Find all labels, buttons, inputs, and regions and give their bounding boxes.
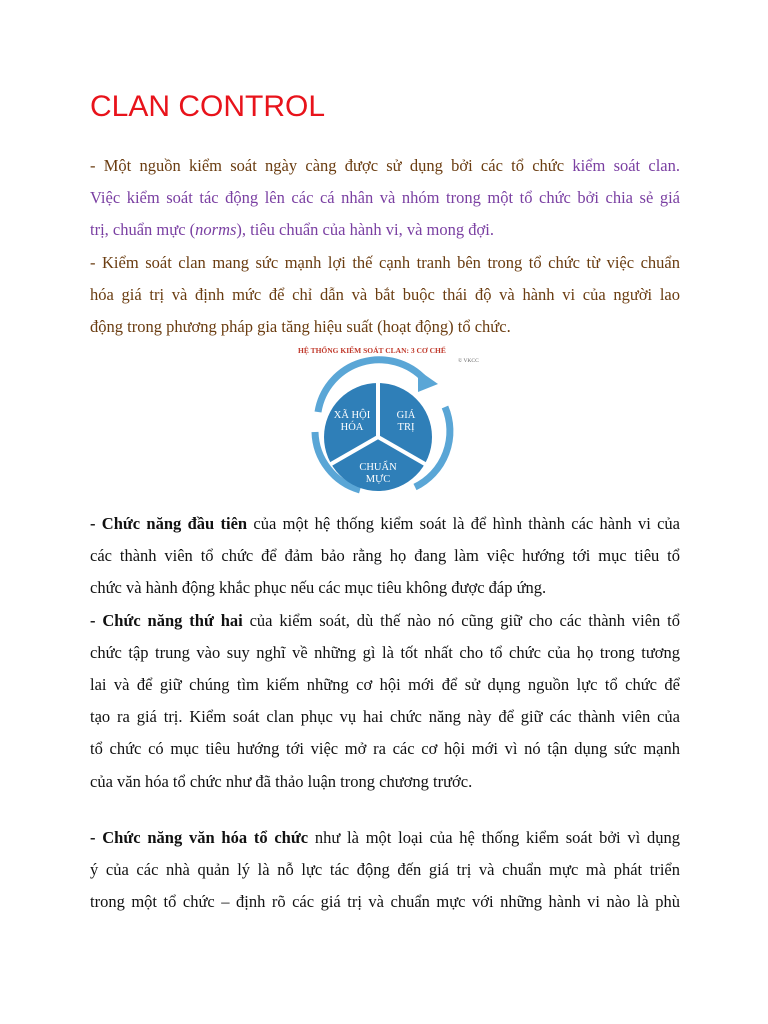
clan-control-diagram: [280, 342, 500, 502]
text-line: các thành viên tổ chức để đảm bảo rằng họ đang làm việc hướng tới mục tiêu tổ: [90, 546, 680, 566]
diagram-credit: © VKCC: [458, 358, 479, 364]
text-line: lai và để giữ chúng tìm kiếm những cơ hội mới để sử dụng nguồn lực tổ chức để: [90, 675, 680, 695]
segment-label-values: TRỊ: [397, 422, 415, 433]
text-line: trong một tổ chức – định rõ các giá trị và chuẩn mực với những hành vi nào là phù: [90, 892, 680, 912]
text-line: của văn hóa tổ chức như đã thảo luận trong chương trước.: [90, 771, 473, 791]
text-line: chức và hành động khắc phục nếu các mục tiêu không được đáp ứng.: [90, 578, 547, 598]
text-line: hóa giá trị và định mức để chỉ dẫn và bắt buộc thái độ và hành vi của người lao: [90, 284, 680, 304]
bold-term: - Chức năng đầu tiên: [90, 514, 248, 533]
text-line: - Kiểm soát clan mang sức mạnh lợi thế cạnh tranh bên trong tổ chức từ việc chuẩn: [90, 252, 680, 272]
text-run: của một hệ thống kiểm soát là để hình thành các hành vi của: [247, 514, 680, 533]
cycle-diagram: [280, 342, 500, 502]
text-line: [90, 508, 680, 540]
text-line: động trong phương pháp gia tăng hiệu suất (hoạt động) tổ chức.: [90, 317, 511, 337]
text-line: [90, 150, 680, 182]
bold-term: - Chức năng thứ hai: [90, 610, 243, 630]
text-line: Việc kiểm soát tác động lên các cá nhân và nhóm trong một tổ chức bởi chia sẻ giá: [90, 188, 680, 208]
text-line: chức tập trung vào suy nghĩ về những gì là tốt nhất cho tổ chức của họ trong tương: [90, 642, 680, 662]
text-run: của kiểm soát, dù thế nào nó cũng giữ cho các thành viên tổ: [242, 610, 681, 630]
text-run: ), tiêu chuẩn của hành vi, và mong đợi.: [236, 220, 494, 240]
culture-paragraph: [90, 822, 680, 919]
italic-term: norms: [195, 220, 237, 240]
text-run: trị, chuẩn mực (: [90, 220, 196, 240]
functions-paragraph: [90, 508, 680, 798]
diagram-title: HỆ THỐNG KIỂM SOÁT CLAN: 3 CƠ CHẾ: [298, 346, 446, 355]
text-line: tạo ra giá trị. Kiểm soát clan phục vụ hai chức năng này để giữ các thành viên của: [90, 707, 680, 727]
arrow-head-icon: [418, 370, 438, 392]
text-line: [90, 605, 680, 637]
bold-term: - Chức năng văn hóa tổ chức: [90, 828, 309, 847]
text-run: - Một nguồn kiểm soát ngày càng được sử dụng bởi các tổ chức: [90, 156, 565, 175]
text-line: tổ chức có mục tiêu hướng tới việc mở ra các cơ hội mới vì nó tận dụng sức mạnh: [90, 739, 680, 759]
segment-label-values: GIÁ: [396, 410, 416, 421]
segment-label-socialization: HÓA: [340, 422, 364, 433]
page-title: CLAN CONTROL: [90, 90, 326, 123]
text-line: [90, 822, 680, 854]
segment-label-socialization: XÃ HỘI: [333, 410, 371, 421]
segment-label-norms: MỰC: [365, 474, 391, 485]
text-run: như là một loại của hệ thống kiểm soát bởi vì dụng: [308, 828, 680, 847]
intro-paragraph: [90, 150, 680, 343]
highlight-term: kiểm soát clan.: [572, 156, 680, 175]
text-line: [90, 214, 680, 246]
segment-label-norms: CHUẨN: [359, 462, 397, 473]
text-line: ý của các nhà quản lý là nỗ lực tác động đến giá trị và chuẩn mực mà phát triển: [90, 860, 680, 880]
